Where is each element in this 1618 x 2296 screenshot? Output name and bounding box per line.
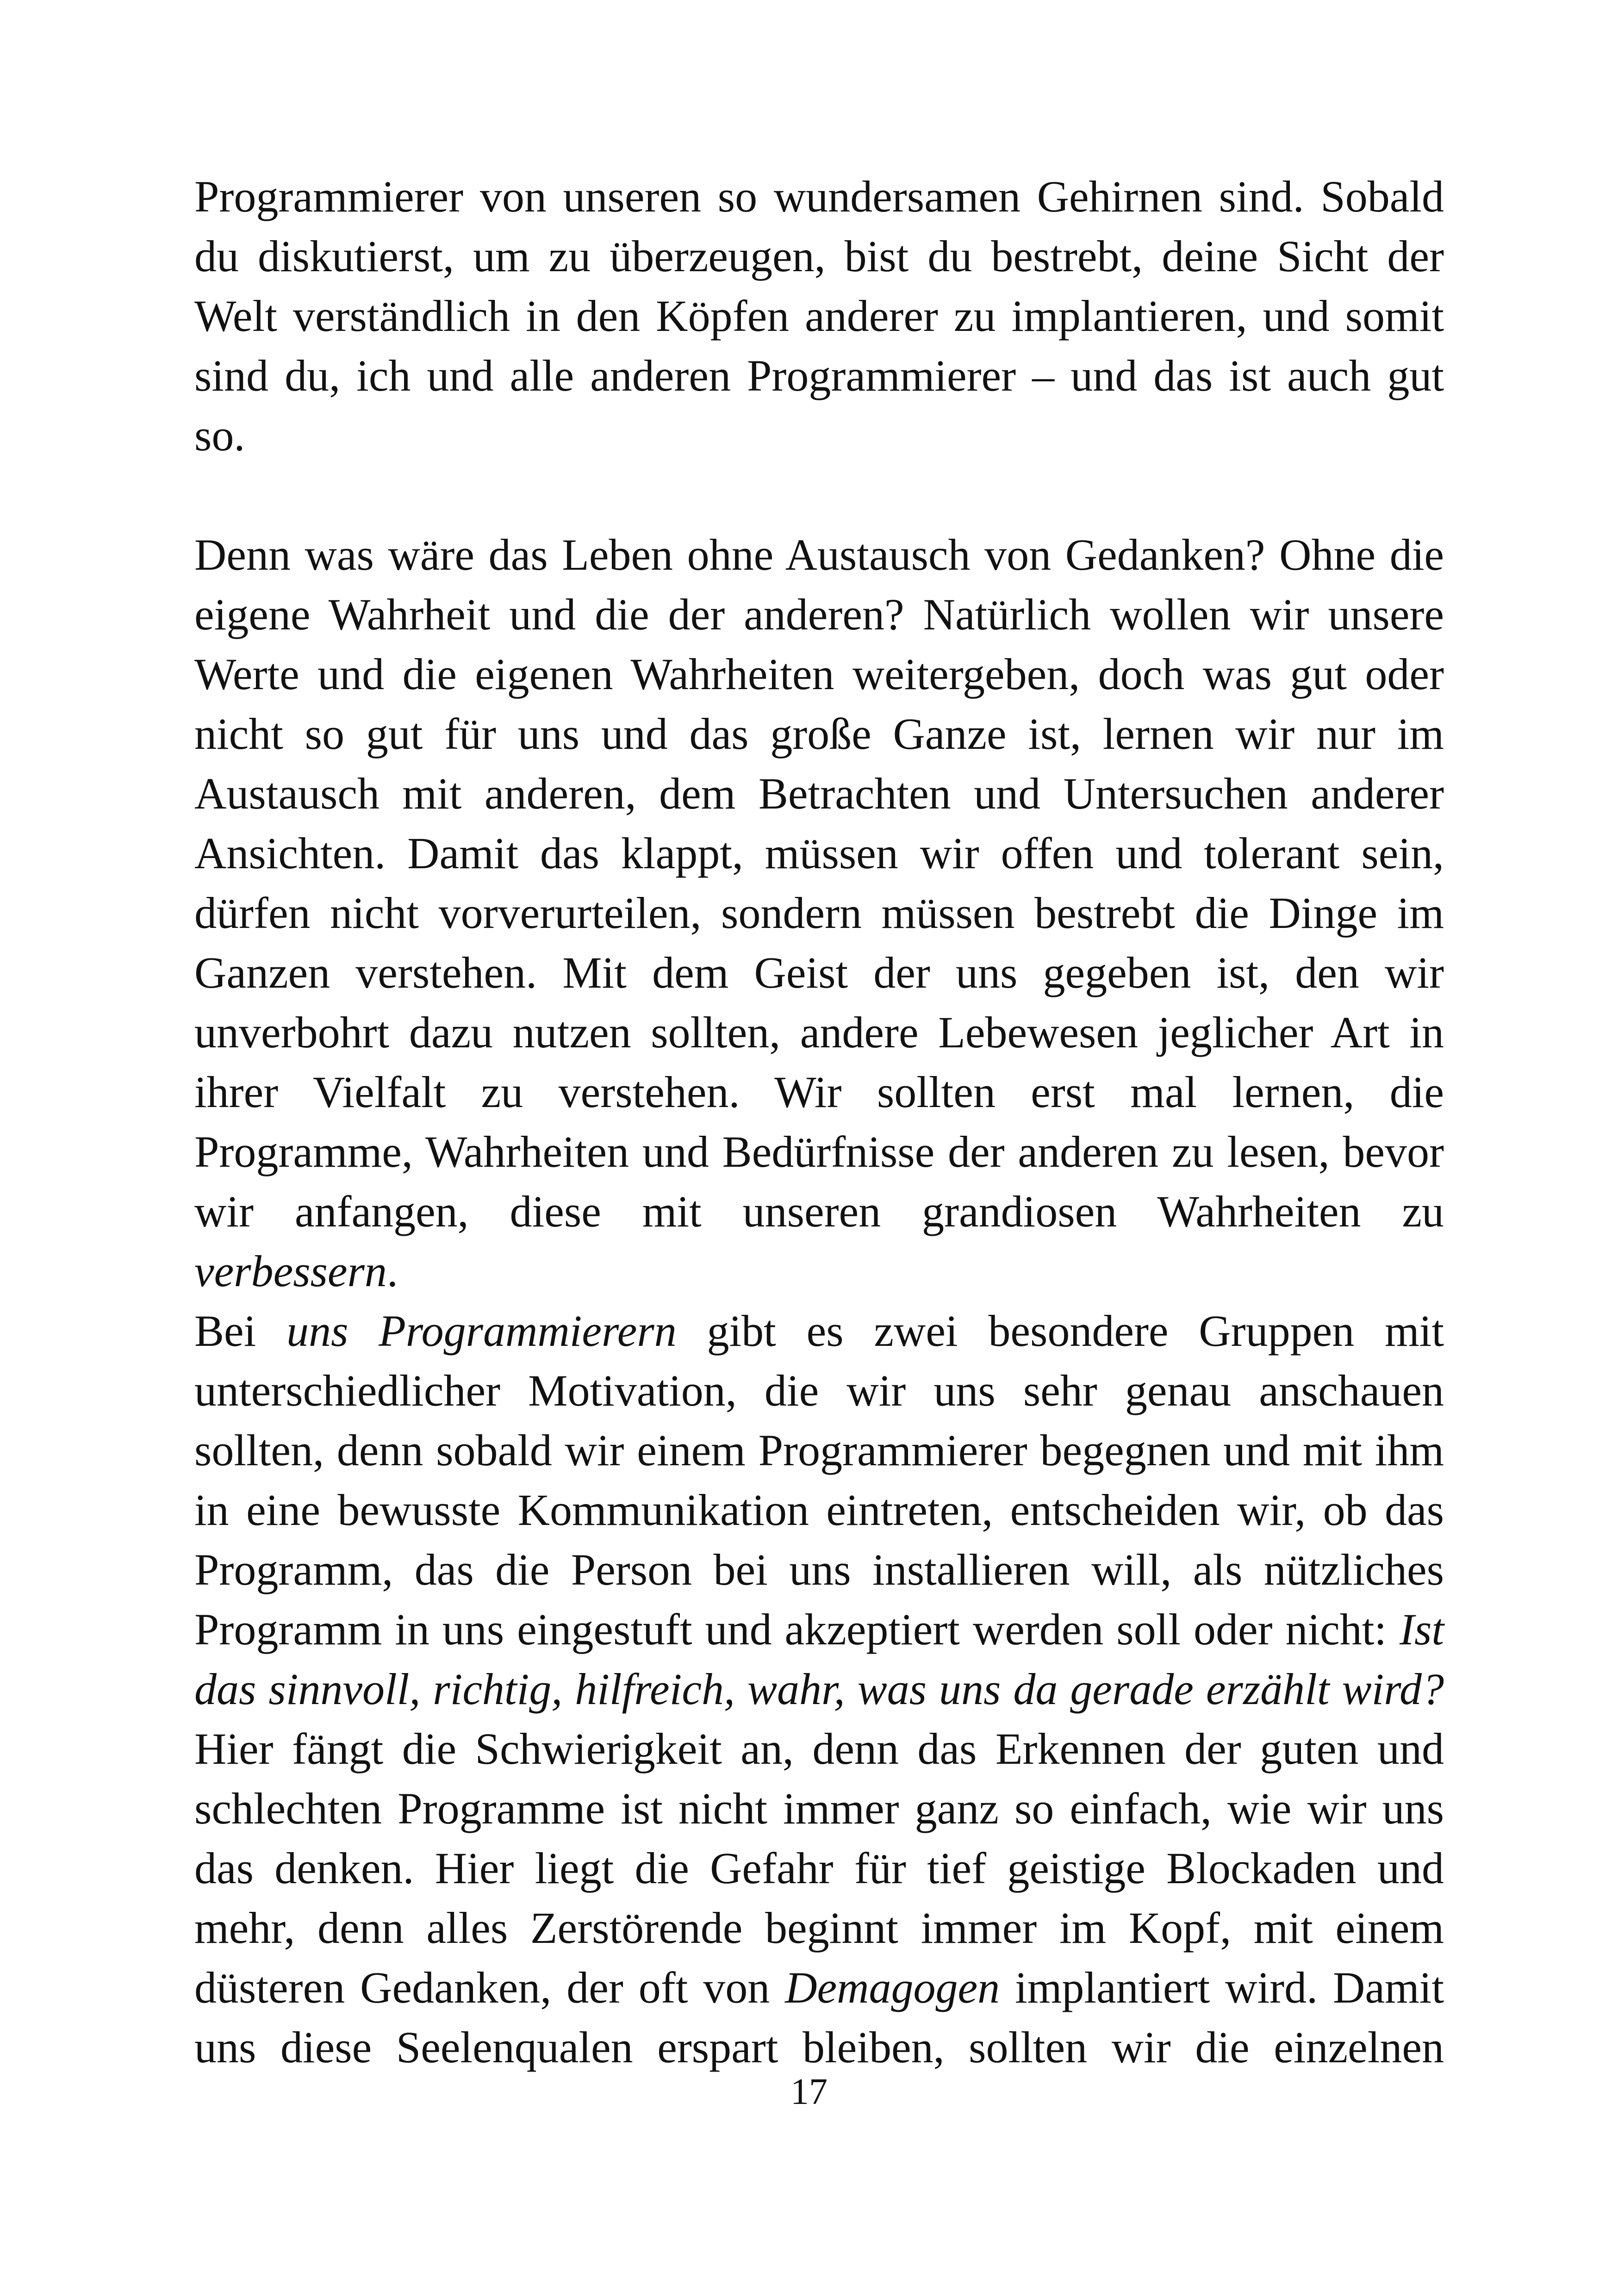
paragraph-3-text-d: implantiert wird. Damit uns diese Seelenqualen erspart bleiben, sollten wir die einzelnen: [194, 1963, 1444, 2072]
paragraph-3-text-a: Bei: [194, 1306, 287, 1356]
paragraph-2-text: Denn was wäre das Leben ohne Austausch von Gedanken? Ohne die eigene Wahrheit und die der anderen? Natürlich wollen wir unsere Werte und die eigenen Wahrheiten weitergeben, doch was gut oder nicht so gut für uns und das große Ganze ist, lernen wir nur im Austausch mit anderen, dem Betrachten und Untersuchen anderer Ansichten. Damit das klappt, müssen wir offen und tolerant sein, dürfen nicht vorverurteilen, sondern müssen bestrebt die Dinge im Ganzen verstehen. Mit dem Geist der uns gegeben ist, den wir unverbohrt dazu nutzen sollten, andere Lebewesen jeglicher Art in ihrer Vielfalt zu verstehen. Wir sollten erst mal lernen, die Programme, Wahrheiten und Bedürfnisse der anderen zu lesen, bevor wir anfangen, diese mit unseren grandiosen Wahrheiten zu: [194, 530, 1444, 1236]
paragraph-3-text-c: Hier fängt die Schwierigkeit an, denn das Erkennen der guten und schlechten Programme ist nicht immer ganz so einfach, wie wir uns das denken. Hier liegt die Gefahr für tief geistige Blockaden und mehr, denn alles Zerstörende beginnt immer im Kopf, mit einem düsteren Gedanken, der oft von: [194, 1724, 1444, 2012]
paragraph-2-text-end: .: [386, 1246, 398, 1296]
paragraph-1-text: Programmierer von unseren so wundersamen Gehirnen sind. Sobald du diskutierst, um zu überzeugen, bist du bestrebt, deine Sicht der Welt verständlich in den Köpfen anderer zu implantieren, und somit sind du, ich und alle anderen Programmierer – und das ist auch gut so.: [194, 172, 1444, 460]
paragraph-3: [194, 1301, 1444, 2077]
emphasis-verbessern: verbessern: [194, 1246, 387, 1296]
paragraph-2: [194, 525, 1444, 1301]
body-text: [194, 167, 1444, 2077]
page-number: 17: [790, 2072, 828, 2112]
emphasis-question: Ist das sinnvoll, richtig, hilfreich, wahr, was uns da gerade erzählt wird?: [194, 1605, 1444, 1714]
emphasis-demagogen: Demagogen: [785, 1963, 1000, 2012]
paragraph-1: [194, 167, 1444, 465]
emphasis-uns-programmierern: uns Programmierern: [286, 1306, 677, 1356]
paragraph-3-text-b: gibt es zwei besondere Gruppen mit unterschiedlicher Motivation, die wir uns sehr genau anschauen sollten, denn sobald wir einem Programmierer begegnen und mit ihm in eine bewusste Kommunikation eintreten, entscheiden wir, ob das Programm, das die Person bei uns installieren will, als nützliches Programm in uns eingestuft und akzeptiert werden soll oder nicht:: [194, 1306, 1444, 1654]
